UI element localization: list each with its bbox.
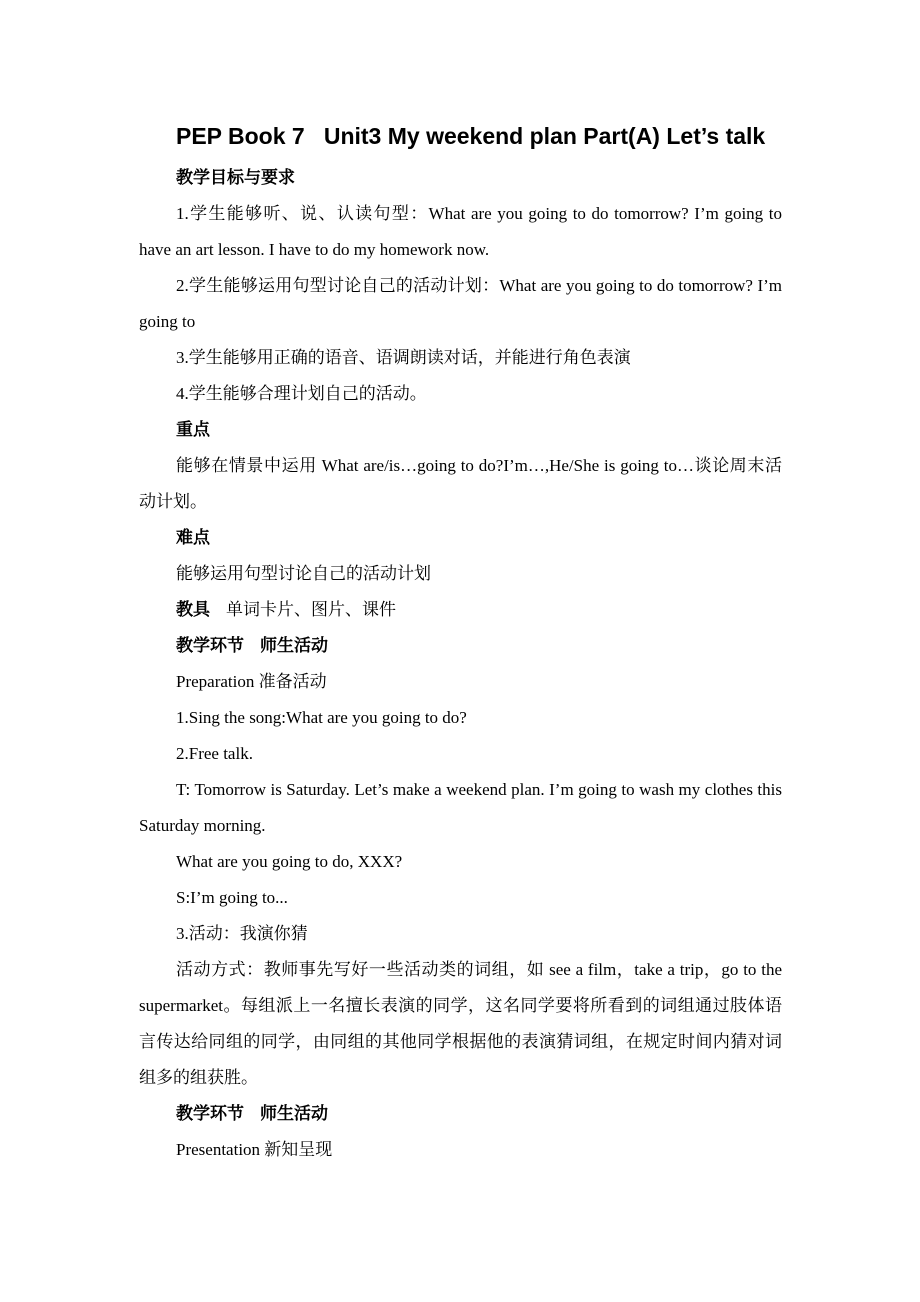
tools-line xyxy=(176,592,396,628)
stage-heading-2 xyxy=(176,1096,328,1132)
objective-4: 4.学生能够合理计划自己的活动。 xyxy=(176,384,427,403)
key-point-heading: 重点 xyxy=(176,420,210,439)
teacher-line: T: Tomorrow is Saturday. Let’s make a weekend plan. I’m going to wash my clothes this Saturday morning. xyxy=(139,780,782,835)
objective-2: 2.学生能够运用句型讨论自己的活动计划：What are you going to do tomorrow? I’m going to xyxy=(139,276,782,331)
objective-1: 1.学生能够听、说、认读句型：What are you going to do tomorrow? I’m going to have an art lesson. I have to do my homework now. xyxy=(139,204,782,259)
tools-text: 单词卡片、图片、课件 xyxy=(226,600,396,619)
key-point-text: 能够在情景中运用 What are/is…going to do?I’m…,He/She is going to…谈论周末活动计划。 xyxy=(139,456,782,511)
stage-heading-1 xyxy=(176,628,328,664)
stage-heading-2-part-b: 师生活动 xyxy=(260,1104,328,1123)
student-line: S:I’m going to... xyxy=(176,888,288,907)
teacher-question: What are you going to do, XXX? xyxy=(176,852,403,871)
step-2: 2.Free talk. xyxy=(176,744,253,763)
activity-description: 活动方式：教师事先写好一些活动类的词组，如 see a film，take a trip，go to the supermarket。每组派上一名擅长表演的同学，这名同学要将所看到的词组通过肢体语言传达给同组的同学，由同组的其他同学根据他的表演猜词组，在规定时间内猜对词组多的组获胜。 xyxy=(139,960,782,1087)
presentation-label: Presentation 新知呈现 xyxy=(176,1140,333,1159)
objective-3: 3.学生能够用正确的语音、语调朗读对话，并能进行角色表演 xyxy=(176,348,631,367)
step-1: 1.Sing the song:What are you going to do? xyxy=(176,708,467,727)
stage-heading-1-part-a: 教学环节 xyxy=(176,636,244,655)
difficulty-heading: 难点 xyxy=(176,528,210,547)
stage-heading-2-part-a: 教学环节 xyxy=(176,1104,244,1123)
difficulty-text: 能够运用句型讨论自己的活动计划 xyxy=(176,564,431,583)
step-3: 3.活动：我演你猜 xyxy=(176,924,308,943)
document-title: PEP Book 7 Unit3 My weekend plan Part(A) Let’s talk xyxy=(176,123,766,149)
stage-heading-1-part-b: 师生活动 xyxy=(260,636,328,655)
preparation-label: Preparation 准备活动 xyxy=(176,672,327,691)
tools-heading: 教具 xyxy=(176,600,210,619)
objectives-heading: 教学目标与要求 xyxy=(176,168,295,187)
